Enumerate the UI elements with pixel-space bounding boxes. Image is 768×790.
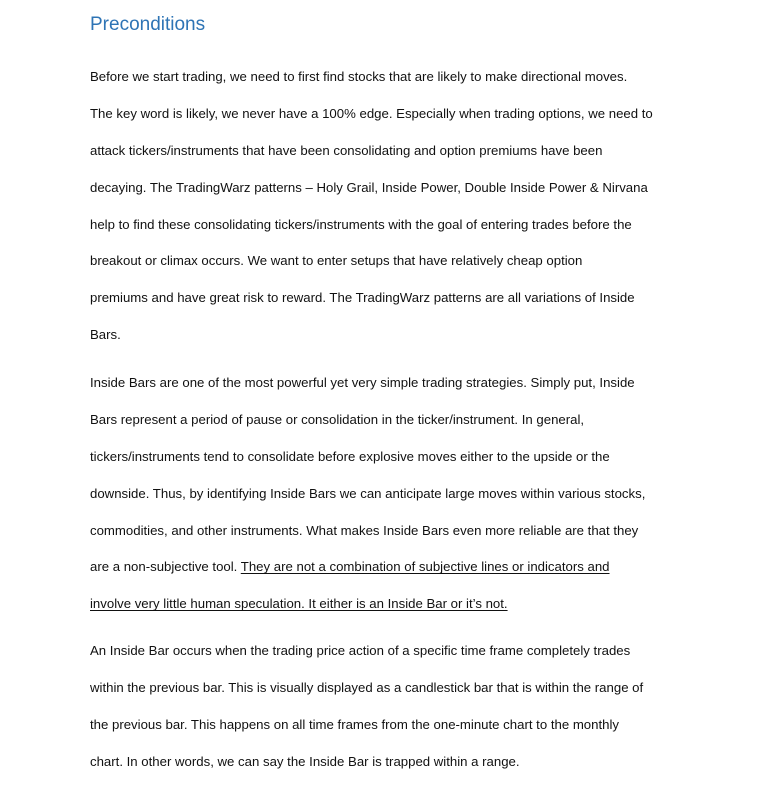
text-line: attack tickers/instruments that have been consolidating and option premiums have been	[90, 142, 603, 158]
paragraph-inside-bar-definition	[90, 640, 643, 788]
section-heading: Preconditions	[90, 14, 206, 35]
text-line: premiums and have great risk to reward. The TradingWarz patterns are all variations of Inside	[90, 290, 635, 306]
underlined-text: They are not a combination of subjective lines or indicators and	[240, 559, 610, 575]
text-line: decaying. The TradingWarz patterns – Holy Grail, Inside Power, Double Inside Power & Nirvana	[90, 179, 648, 195]
text-line: An Inside Bar occurs when the trading price action of a specific time frame completely trades	[90, 643, 631, 658]
paragraph-preconditions-intro	[90, 66, 653, 361]
text-line: Bars represent a period of pause or consolidation in the ticker/instrument. In general,	[90, 411, 585, 427]
text-line: The key word is likely, we never have a 100% edge. Especially when trading options, we need to	[90, 105, 653, 121]
paragraph-inside-bars-overview	[90, 372, 645, 630]
text-line: commodities, and other instruments. What makes Inside Bars even more reliable are that they	[90, 522, 639, 538]
text-line: Bars.	[90, 327, 121, 343]
text-line: help to find these consolidating tickers/instruments with the goal of entering trades before the	[90, 216, 632, 232]
text-line: chart. In other words, we can say the Inside Bar is trapped within a range.	[90, 753, 520, 769]
text-line: downside. Thus, by identifying Inside Bars we can anticipate large moves within various stocks,	[90, 485, 646, 501]
text-line: Before we start trading, we need to first find stocks that are likely to make directional moves.	[90, 69, 628, 84]
text-line	[90, 593, 645, 630]
underlined-text: involve very little human speculation. It either is an Inside Bar or it’s not.	[90, 596, 508, 612]
text-line: within the previous bar. This is visually displayed as a candlestick bar that is within the range of	[90, 679, 644, 695]
text-line: Inside Bars are one of the most powerful yet very simple trading strategies. Simply put, Inside	[90, 375, 635, 390]
text-line	[90, 556, 645, 593]
text-line: the previous bar. This happens on all time frames from the one-minute chart to the monthly	[90, 716, 619, 732]
text-line: tickers/instruments tend to consolidate before explosive moves either to the upside or the	[90, 448, 610, 464]
text-line: breakout or climax occurs. We want to enter setups that have relatively cheap option	[90, 253, 583, 269]
plain-text: are a non-subjective tool.	[90, 559, 241, 575]
